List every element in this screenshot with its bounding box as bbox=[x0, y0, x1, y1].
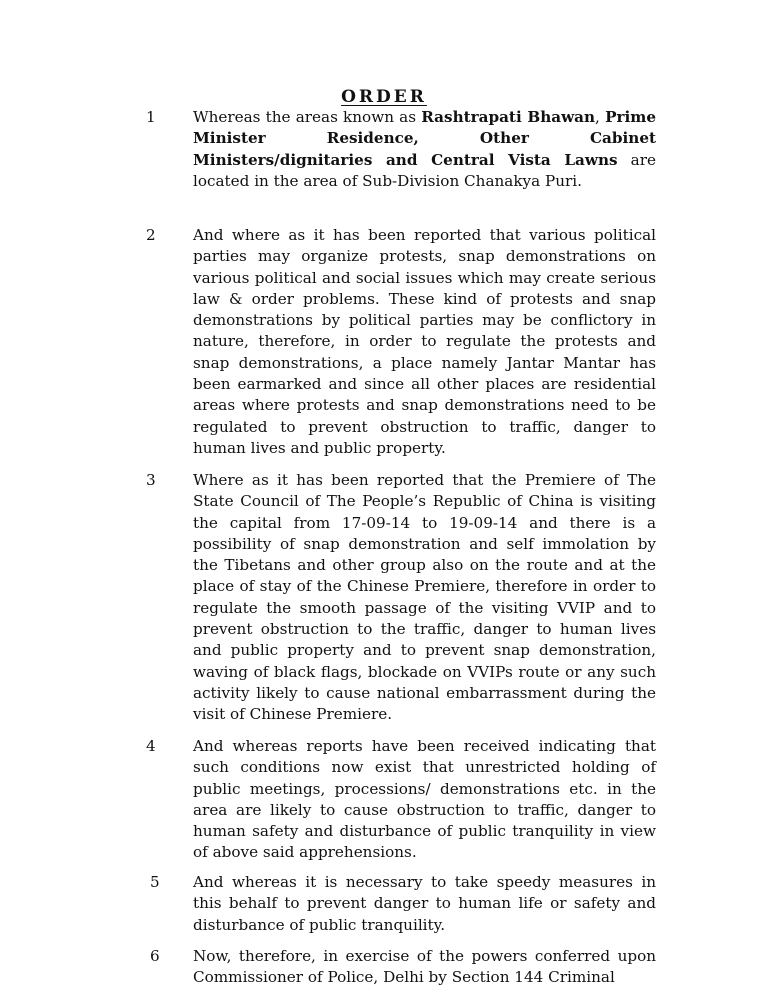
paragraph-text: And where as it has been reported that various political parties may organize protests, snap demonstrations on various political and social issues which may create serious law & order problems. These kind of protests and snap demonstrations by political parties may be conflictory in nature, therefore, in order to regulate the protests and snap demonstrations, a place namely Jantar Mantar has been earmarked and since all other places are residential areas where protests and snap demonstrations need to be regulated to prevent obstruction to traffic, danger to human lives and public property. bbox=[193, 226, 656, 457]
bold-text: Prime Minister Residence, Other Cabinet Ministers/dignitaries and Central Vista Lawns bbox=[193, 108, 656, 169]
bold-text: Rashtrapati Bhawan bbox=[421, 108, 596, 126]
paragraph-number: 4 bbox=[146, 737, 156, 755]
paragraph-text: And whereas it is necessary to take speedy measures in this behalf to prevent danger to human life or safety and disturbance of public tranquility. bbox=[193, 873, 656, 934]
order-title: ORDER bbox=[341, 87, 427, 107]
paragraph-number: 2 bbox=[146, 226, 156, 244]
paragraph-number: 1 bbox=[146, 108, 156, 126]
paragraph-number: 5 bbox=[150, 873, 160, 891]
paragraph-text: Whereas the areas known as Rashtrapati Bhawan, Prime Minister Residence, Other Cabinet Ministers/dignitaries and Central Vista Lawns are located in the area of Sub-Division Chanakya Puri. bbox=[193, 108, 656, 190]
paragraph-text: Now, therefore, in exercise of the powers conferred upon Commissioner of Police, Delhi by Section 144 Criminal bbox=[193, 947, 656, 987]
paragraph-text: Where as it has been reported that the Premiere of The State Council of The People’s Republic of China is visiting the capital from 17-09-14 to 19-09-14 and there is a possibility of snap demonstration and self immolation by the Tibetans and other group also on the route and at the place of stay of the Chinese Premiere, therefore in order to regulate the smooth passage of the visiting VVIP and to prevent obstruction to the traffic, danger to human lives and public property and to prevent snap demonstration, waving of black flags, blockade on VVIPs route or any such activity likely to cause national embarrassment during the visit of Chinese Premiere. bbox=[193, 471, 656, 724]
paragraph-text: And whereas reports have been received indicating that such conditions now exist that unrestricted holding of public meetings, processions/ demonstrations etc. in the area are likely to cause obstruction to traffic, danger to human safety and disturbance of public tranquility in view of above said apprehensions. bbox=[193, 737, 656, 862]
paragraph-number: 6 bbox=[150, 947, 160, 965]
paragraph-number: 3 bbox=[146, 471, 156, 489]
